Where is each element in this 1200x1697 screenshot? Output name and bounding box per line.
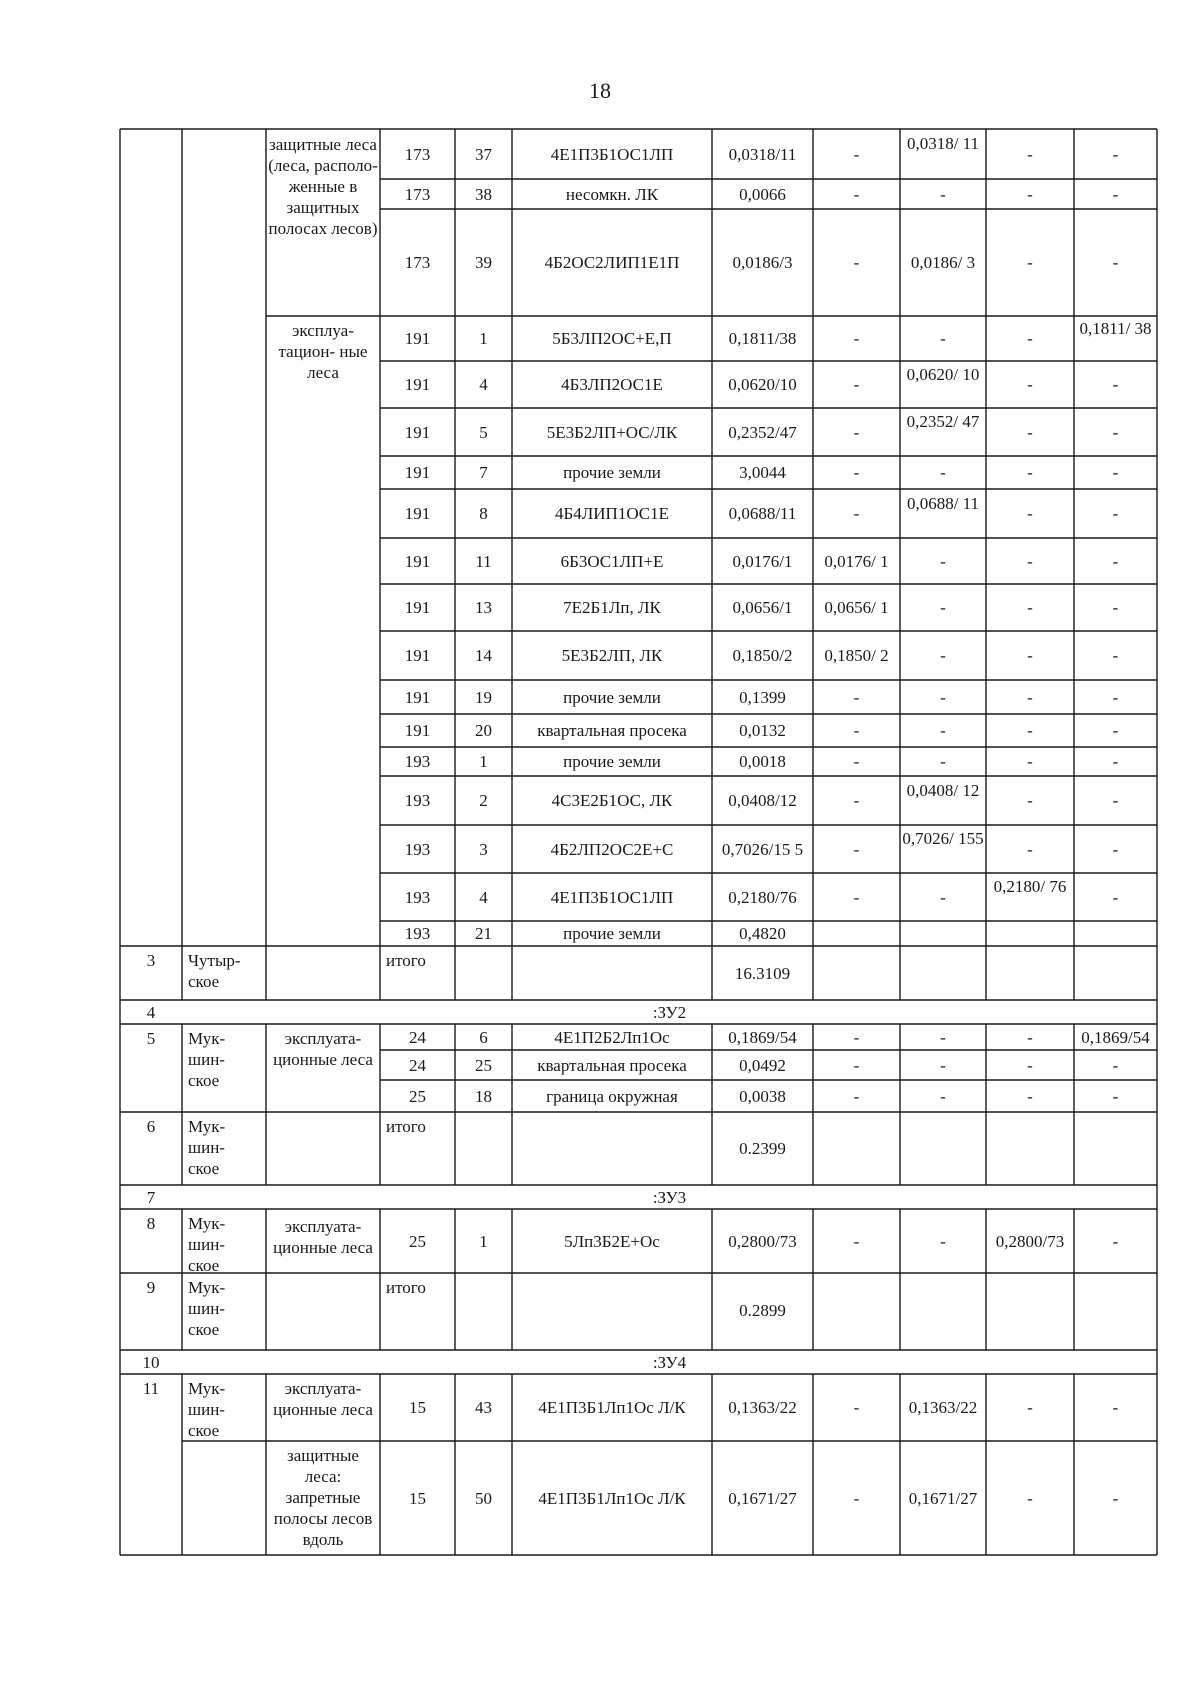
table-cell-area: 0,1850/2 (732, 646, 793, 665)
table-cell-c2: 0,0318/ 11 (906, 134, 980, 153)
table-cell-c1: - (853, 1086, 860, 1106)
row-num-10: 10 (142, 1353, 160, 1372)
table-cell-area: 0,0176/1 (732, 551, 793, 571)
table-cell-c2: - (940, 687, 946, 707)
table-cell-c1: - (853, 329, 860, 348)
group-exploitation-1: эксплуа- тацион- ные леса (278, 321, 368, 382)
table-cell-composition: 4Е1П2Б2Лп1Ос (554, 1027, 670, 1047)
table-cell-area: 0,0018 (739, 752, 786, 771)
table-cell-c3: - (1027, 1086, 1033, 1106)
table-cell-plot: 25 (409, 1231, 426, 1251)
table-cell-c4: - (1112, 839, 1119, 859)
table-cell-c4: - (1112, 253, 1119, 272)
row-num-5: 5 (146, 1029, 156, 1048)
table-cell-plot: 191 (404, 646, 431, 665)
table-cell-plot: 191 (404, 504, 431, 523)
table-cell-plot: 25 (409, 1086, 426, 1106)
table-cell-c2: - (940, 329, 946, 348)
table-cell-section: 4 (479, 375, 488, 394)
table-cell-area: 0,1869/54 (728, 1027, 797, 1047)
table-cell-section: 50 (475, 1488, 492, 1508)
group-protective-bottom: защитные леса: запретные полосы лесов вдоль (273, 1446, 373, 1549)
table-cell-c2: - (940, 887, 946, 907)
table-cell-area: 0,2180/76 (728, 887, 797, 907)
table-cell-plot: 15 (409, 1398, 426, 1417)
table-cell-c1: - (853, 887, 860, 907)
table-cell-area: 0,0408/12 (728, 791, 797, 810)
table-cell-area: 0,2800/73 (728, 1231, 797, 1251)
table-cell-composition: 4Е1П3Б1Лп1Ос Л/К (538, 1398, 686, 1417)
table-cell-section: 18 (475, 1086, 492, 1106)
row-num-9: 9 (146, 1278, 156, 1297)
table-cell-c1: - (853, 1027, 860, 1047)
table-cell-composition: 5Лп3Б2Е+Ос (564, 1231, 660, 1251)
table-cell-plot: 191 (404, 463, 431, 482)
table-cell-plot: 191 (404, 329, 431, 348)
row-label-3: итого (386, 951, 426, 970)
group-exploitation-4: эксплуата- ционные леса (273, 1379, 373, 1419)
table-cell-area: 0,2352/47 (728, 422, 797, 442)
table-cell-plot: 191 (404, 551, 431, 571)
table-cell-c3: - (1027, 504, 1033, 523)
table-cell-c4: - (1112, 463, 1119, 482)
table-cell-area: 0,0688/11 (728, 504, 797, 523)
table-cell-c2: 0,0688/ 11 (906, 493, 980, 513)
zone-label-7: :ЗУ3 (652, 1188, 687, 1207)
table-cell-area: 0,0066 (739, 184, 786, 204)
table-cell-composition: 6Б3ОС1ЛП+Е (560, 551, 664, 571)
row-name-9: Мук- шин- ское (188, 1278, 226, 1339)
table-cell-composition: граница окружная (546, 1086, 678, 1106)
table-cell-plot: 191 (404, 721, 431, 740)
table-cell-c3: - (1027, 1488, 1033, 1508)
row-name-3: Чутыр- ское (188, 951, 241, 991)
table-cell-area: 0,0492 (739, 1055, 786, 1075)
table-cell-composition: 4С3Е2Б1ОС, ЛК (551, 791, 673, 810)
table-cell-c4: - (1112, 646, 1119, 665)
table-cell-plot: 193 (404, 839, 431, 859)
table-cell-composition: 5Е3Б2ЛП, ЛК (561, 646, 663, 665)
table-cell-c4: - (1112, 375, 1119, 394)
table-cell-plot: 173 (404, 253, 431, 272)
table-cell-c2: 0,0186/ 3 (910, 253, 976, 272)
table-cell-composition: прочие земли (563, 924, 661, 943)
group-protective-top: защитные леса (леса, располо- женные в защитных полосах лесов) (268, 135, 378, 238)
group-exploitation-2: эксплуата- ционные леса (273, 1029, 373, 1069)
table-cell-c2: - (940, 1086, 946, 1106)
table-cell-composition: квартальная просека (537, 1055, 687, 1075)
table-cell-composition: прочие земли (563, 752, 661, 771)
table-cell-c2: 0,0408/ 12 (906, 780, 980, 800)
table-cell-c4: - (1112, 1488, 1119, 1508)
table-cell-plot: 173 (404, 144, 431, 164)
row-num-6: 6 (146, 1117, 156, 1136)
table-cell-section: 11 (475, 551, 492, 571)
table-cell-composition: 4Б3ЛП2ОС1Е (561, 375, 663, 394)
table-cell-c1: 0,1850/ 2 (824, 646, 889, 665)
table-cell-composition: 4Е1П3Б1ОС1ЛП (550, 887, 674, 907)
table-cell-c3: - (1027, 687, 1033, 707)
table-cell-area: 0,1363/22 (728, 1398, 797, 1417)
row-label-9: итого (386, 1278, 426, 1297)
table-cell-c1: 0,0176/ 1 (824, 551, 889, 571)
table-cell-plot: 191 (404, 422, 431, 442)
table-cell-section: 38 (475, 184, 492, 204)
table-cell-section: 39 (475, 253, 492, 272)
table-cell-c1: - (853, 144, 860, 164)
table-cell-section: 2 (479, 791, 488, 810)
table-cell-c3: - (1027, 463, 1033, 482)
zone-label-4: :ЗУ2 (652, 1003, 687, 1022)
table-cell-c1: - (853, 1231, 860, 1251)
table-cell-c2: - (940, 752, 946, 771)
table-cell-c3: - (1027, 551, 1033, 571)
row-name-11: Мук- шин- ское (188, 1379, 226, 1440)
table-cell-c4: 0,1869/54 (1081, 1027, 1150, 1047)
table-cell-area: 0,7026/15 5 (721, 839, 804, 859)
table-cell-c1: - (853, 1488, 860, 1508)
table-cell-area: 0,0656/1 (732, 598, 793, 617)
table-cell-composition: 7Е2Б1Лп, ЛК (563, 598, 661, 617)
table-cell-c1: - (853, 687, 860, 707)
row-num-8: 8 (146, 1214, 156, 1233)
table-cell-c3: - (1027, 375, 1033, 394)
table-cell-c1: - (853, 463, 860, 482)
table-cell-section: 4 (479, 887, 488, 907)
table-cell-section: 21 (475, 924, 492, 943)
table-cell-section: 5 (479, 422, 488, 442)
table-cell-plot: 193 (404, 924, 431, 943)
table-cell-composition: 4Б2ОС2ЛИП1Е1П (544, 253, 680, 272)
table-cell-c3: - (1027, 721, 1033, 740)
table-cell-plot: 191 (404, 687, 431, 707)
table-cell-c2: - (940, 1027, 946, 1047)
table-cell-c3: - (1027, 839, 1033, 859)
table-cell-area: 3,0044 (739, 463, 786, 482)
table-cell-area: 0,0186/3 (732, 253, 793, 272)
table-cell-area: 0,0620/10 (728, 375, 797, 394)
table-cell-c3: - (1027, 1055, 1033, 1075)
row-label-6: итого (386, 1117, 426, 1136)
table-cell-c4: - (1112, 598, 1119, 617)
row-total-3: 16.3109 (734, 964, 791, 983)
table-cell-section: 20 (475, 721, 492, 740)
table-cell-c1: - (853, 375, 860, 394)
table-cell-c2: - (940, 646, 946, 665)
table-cell-area: 0,1671/27 (728, 1488, 797, 1508)
table-cell-section: 19 (475, 687, 492, 707)
table-cell-plot: 15 (409, 1488, 426, 1508)
table-cell-plot: 24 (409, 1027, 426, 1047)
table-cell-plot: 193 (404, 887, 431, 907)
table-cell-c4: - (1112, 791, 1119, 810)
table-cell-c2: - (940, 1055, 946, 1075)
table-cell-c4: - (1112, 687, 1119, 707)
table-cell-c1: - (853, 752, 860, 771)
table-cell-c4: - (1112, 504, 1119, 523)
table-cell-composition: 4Б4ЛИП1ОС1Е (554, 504, 670, 523)
table-cell-plot: 191 (404, 375, 431, 394)
table-cell-composition: 4Б2ЛП2ОС2Е+С (550, 839, 674, 859)
row-num-11: 11 (142, 1379, 160, 1398)
table-cell-c2: 0,7026/ 155 (902, 829, 984, 848)
table-cell-c4: - (1112, 1398, 1119, 1417)
table-cell-c3: 0,2800/73 (995, 1231, 1065, 1251)
table-cell-c3: - (1027, 184, 1033, 204)
table-cell-section: 7 (479, 463, 488, 482)
table-cell-c4: - (1112, 887, 1119, 907)
table-cell-c2: 0,2352/ 47 (906, 412, 980, 431)
table-cell-c1: - (853, 1055, 860, 1075)
table-cell-plot: 173 (404, 184, 431, 204)
row-num-7: 7 (146, 1188, 156, 1207)
table-cell-c3: - (1027, 422, 1033, 442)
table-cell-composition: несомкн. ЛК (565, 184, 659, 204)
table-cell-c3: - (1027, 598, 1033, 617)
table-cell-c2: 0,0620/ 10 (906, 364, 980, 384)
table-cell-c1: 0,0656/ 1 (824, 598, 889, 617)
row-total-9: 0.2899 (739, 1301, 786, 1320)
table-cell-c2: 0,1363/22 (908, 1398, 978, 1417)
table-cell-c3: - (1027, 1398, 1033, 1417)
table-cell-c3: - (1027, 646, 1033, 665)
row-total-6: 0.2399 (739, 1139, 786, 1158)
table-cell-c4: - (1112, 1086, 1119, 1106)
table-cell-c4: - (1112, 551, 1119, 571)
row-name-8: Мук- шин- ское (188, 1214, 226, 1275)
table-cell-composition: 5Б3ЛП2ОС+Е,П (552, 329, 672, 348)
table-cell-c1: - (853, 839, 860, 859)
table-cell-c2: - (940, 184, 946, 204)
table-cell-c1: - (853, 184, 860, 204)
table-cell-c3: - (1027, 752, 1033, 771)
table-cell-c2: - (940, 721, 946, 740)
table-cell-c2: - (940, 598, 946, 617)
table-cell-c4: - (1112, 144, 1119, 164)
table-cell-section: 3 (479, 839, 488, 859)
table-cell-area: 0,0132 (739, 721, 786, 740)
table-cell-plot: 24 (409, 1055, 426, 1075)
table-cell-c1: - (853, 1398, 860, 1417)
table-cell-c3: 0,2180/ 76 (993, 877, 1067, 896)
table-cell-area: 0,4820 (739, 924, 786, 943)
table-cell-section: 6 (479, 1027, 488, 1047)
table-cell-c4: 0,1811/ 38 (1079, 319, 1152, 338)
table-cell-section: 1 (479, 329, 488, 348)
table-cell-composition: 4Е1П3Б1ОС1ЛП (550, 144, 674, 164)
table-cell-area: 0,0318/11 (728, 144, 797, 164)
table-cell-composition: прочие земли (563, 463, 661, 482)
table-cell-plot: 193 (404, 752, 431, 771)
table-cell-plot: 193 (404, 791, 431, 810)
table-cell-c1: - (853, 253, 860, 272)
table-cell-area: 0,1811/38 (728, 329, 797, 348)
table-cell-section: 1 (479, 1231, 488, 1251)
table-cell-c3: - (1027, 329, 1033, 348)
table-cell-area: 0,1399 (739, 687, 786, 707)
table-cell-section: 37 (475, 144, 492, 164)
page-number: 18 (589, 78, 611, 103)
table-cell-section: 14 (475, 646, 492, 665)
table-cell-c1: - (853, 791, 860, 810)
table-cell-c4: - (1112, 422, 1119, 442)
table-cell-c3: - (1027, 253, 1033, 272)
table-cell-c1: - (853, 504, 860, 523)
table-cell-c4: - (1112, 752, 1119, 771)
table-cell-c1: - (853, 422, 860, 442)
row-name-6: Мук- шин- ское (188, 1117, 226, 1178)
table-cell-composition: 5Е3Б2ЛП+ОС/ЛК (546, 422, 678, 442)
table-cell-c4: - (1112, 1231, 1119, 1251)
table-cell-composition: квартальная просека (537, 721, 687, 740)
table-cell-c2: - (940, 1231, 946, 1251)
table-cell-c4: - (1112, 184, 1119, 204)
table-cell-section: 43 (475, 1398, 492, 1417)
table-cell-c2: - (940, 551, 946, 571)
table-cell-section: 8 (479, 504, 488, 523)
table-cell-composition: прочие земли (563, 687, 661, 707)
table-cell-composition: 4Е1П3Б1Лп1Ос Л/К (538, 1488, 686, 1508)
zone-label-10: :ЗУ4 (652, 1353, 687, 1372)
table-cell-c2: 0,1671/27 (908, 1488, 978, 1508)
table-cell-area: 0,0038 (739, 1086, 786, 1106)
row-name-5: Мук- шин- ское (188, 1029, 226, 1090)
group-exploitation-3: эксплуата- ционные леса (273, 1217, 373, 1257)
table-cell-section: 13 (475, 598, 492, 617)
table-cell-c4: - (1112, 1055, 1119, 1075)
table-cell-c3: - (1027, 1027, 1033, 1047)
table-cell-section: 1 (479, 752, 488, 771)
table-cell-c1: - (853, 721, 860, 740)
table-cell-c4: - (1112, 721, 1119, 740)
table-cell-section: 25 (475, 1055, 492, 1075)
row-num-3: 3 (146, 951, 156, 970)
table-cell-c2: - (940, 463, 946, 482)
table-cell-c3: - (1027, 791, 1033, 810)
row-num-4: 4 (146, 1003, 156, 1022)
table-cell-c3: - (1027, 144, 1033, 164)
table-cell-plot: 191 (404, 598, 431, 617)
